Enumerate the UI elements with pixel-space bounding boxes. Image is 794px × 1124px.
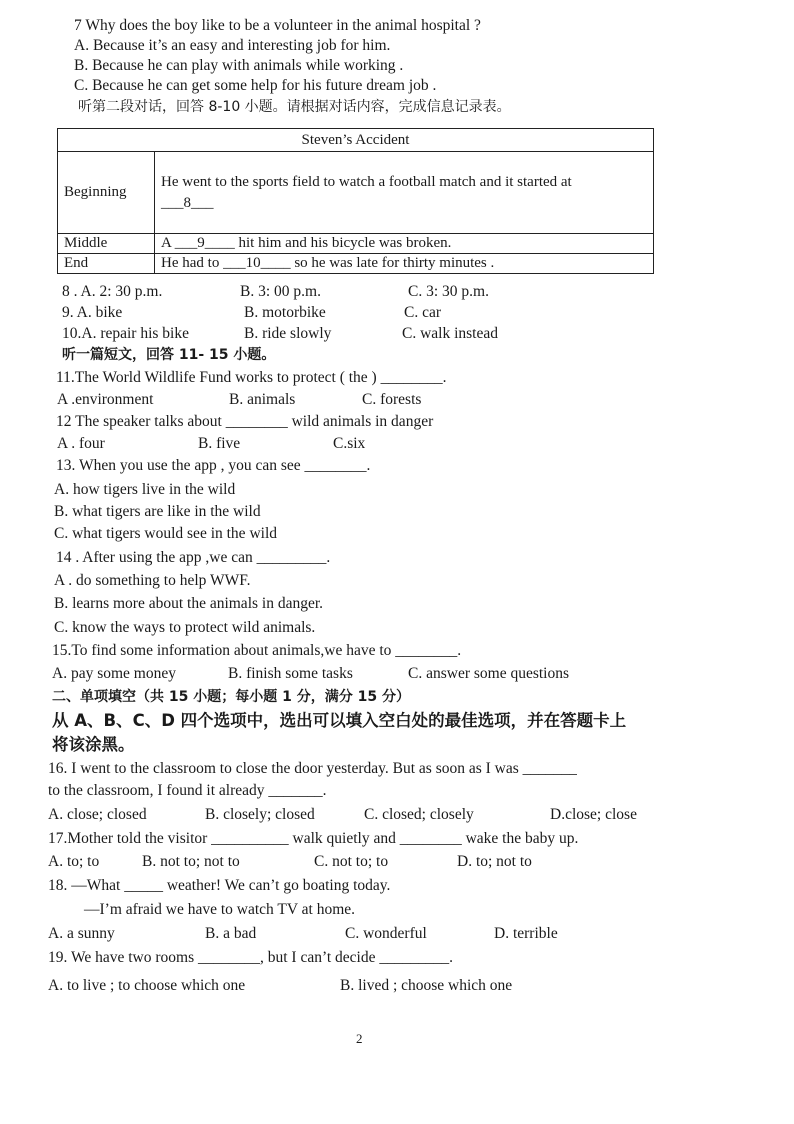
- q14-option-b: B. learns more about the animals in danger.: [54, 595, 324, 612]
- q8-option-c: C. 3: 30 p.m.: [408, 283, 489, 300]
- q18-option-a: A. a sunny: [48, 925, 115, 942]
- q11-option-c: C. forests: [362, 391, 422, 408]
- q8-option-b: B. 3: 00 p.m.: [240, 283, 321, 300]
- q13-stem: 13. When you use the app , you can see ________.: [56, 457, 371, 474]
- section3-instruction: 听一篇短文，回答 11- 15 小题。: [62, 347, 276, 363]
- part2-heading: 二、单项填空（共 15 小题；每小题 1 分，满分 15 分）: [52, 689, 410, 705]
- q13-option-c: C. what tigers would see in the wild: [54, 525, 277, 542]
- q11-option-b: B. animals: [229, 391, 296, 408]
- table-row-content: A ___9____ hit him and his bicycle was broken.: [155, 234, 654, 254]
- q17-stem: 17.Mother told the visitor __________ walk quietly and ________ wake the baby up.: [48, 830, 579, 847]
- q13-option-a: A. how tigers live in the wild: [54, 481, 236, 498]
- part2-instruction-line2: 将该涂黑。: [52, 735, 135, 754]
- q17-option-d: D. to; not to: [457, 853, 532, 870]
- q10-option-a: 10.A. repair his bike: [62, 325, 189, 342]
- q16-option-c: C. closed; closely: [364, 806, 474, 823]
- q15-stem: 15.To find some information about animals,we have to ________.: [52, 642, 462, 659]
- q17-option-a: A. to; to: [48, 853, 100, 870]
- q7-stem: 7 Why does the boy like to be a volunteer in the animal hospital ?: [74, 17, 481, 34]
- q11-stem: 11.The World Wildlife Fund works to protect ( the ) ________.: [56, 369, 447, 386]
- q9-option-c: C. car: [404, 304, 442, 321]
- q19-option-b: B. lived ; choose which one: [340, 977, 513, 994]
- q17-option-b: B. not to; not to: [142, 853, 240, 870]
- blank-8: ___8___: [161, 194, 214, 211]
- q18-option-c: C. wonderful: [345, 925, 427, 942]
- q14-option-c: C. know the ways to protect wild animals.: [54, 619, 316, 636]
- q12-stem: 12 The speaker talks about ________ wild animals in danger: [56, 413, 434, 430]
- q18-stem-line2: —I’m afraid we have to watch TV at home.: [84, 901, 356, 918]
- q12-option-a: A . four: [57, 435, 105, 452]
- q16-option-a: A. close; closed: [48, 806, 147, 823]
- q7-option-c: C. Because he can get some help for his future dream job .: [74, 77, 437, 94]
- q18-stem-line1: 18. —What _____ weather! We can’t go boating today.: [48, 877, 391, 894]
- section2-instruction: 听第二段对话，回答 8-10 小题。请根据对话内容，完成信息记录表。: [78, 99, 511, 115]
- table-row-content: [155, 152, 654, 234]
- q18-option-b: B. a bad: [205, 925, 257, 942]
- q10-option-b: B. ride slowly: [244, 325, 332, 342]
- q11-option-a: A .environment: [57, 391, 154, 408]
- q15-option-c: C. answer some questions: [408, 665, 570, 682]
- table-row-label: Middle: [58, 234, 155, 254]
- q16-stem-line1: 16. I went to the classroom to close the door yesterday. But as soon as I was _______: [48, 760, 577, 777]
- q13-option-b: B. what tigers are like in the wild: [54, 503, 261, 520]
- q8-option-a: 8 . A. 2: 30 p.m.: [62, 283, 163, 300]
- table-row-content: He had to ___10____ so he was late for thirty minutes .: [155, 254, 654, 274]
- part2-instruction-line1: 从 A、B、C、D 四个选项中，选出可以填入空白处的最佳选项，并在答题卡上: [52, 711, 627, 730]
- q14-stem: 14 . After using the app ,we can _________.: [56, 549, 331, 566]
- q17-option-c: C. not to; to: [314, 853, 389, 870]
- q14-option-a: A . do something to help WWF.: [54, 572, 251, 589]
- q9-option-b: B. motorbike: [244, 304, 326, 321]
- q7-option-b: B. Because he can play with animals while working .: [74, 57, 404, 74]
- q9-option-a: 9. A. bike: [62, 304, 123, 321]
- q15-option-b: B. finish some tasks: [228, 665, 353, 682]
- q19-stem: 19. We have two rooms ________, but I can’t decide _________.: [48, 949, 453, 966]
- q16-option-b: B. closely; closed: [205, 806, 315, 823]
- q12-option-b: B. five: [198, 435, 241, 452]
- q7-option-a: A. Because it’s an easy and interesting job for him.: [74, 37, 391, 54]
- table-title: Steven’s Accident: [58, 129, 654, 152]
- page-number: 2: [356, 1031, 363, 1046]
- table-cell-line: He went to the sports field to watch a football match and it started at: [161, 173, 572, 190]
- table-row-label: Beginning: [58, 152, 155, 234]
- q12-option-c: C.six: [333, 435, 366, 452]
- accident-info-table: [57, 128, 654, 274]
- q19-option-a: A. to live ; to choose which one: [48, 977, 246, 994]
- q10-option-c: C. walk instead: [402, 325, 498, 342]
- q18-option-d: D. terrible: [494, 925, 558, 942]
- q16-option-d: D.close; close: [550, 806, 637, 823]
- q16-stem-line2: to the classroom, I found it already _______.: [48, 782, 327, 799]
- table-row-label: End: [58, 254, 155, 274]
- q15-option-a: A. pay some money: [52, 665, 176, 682]
